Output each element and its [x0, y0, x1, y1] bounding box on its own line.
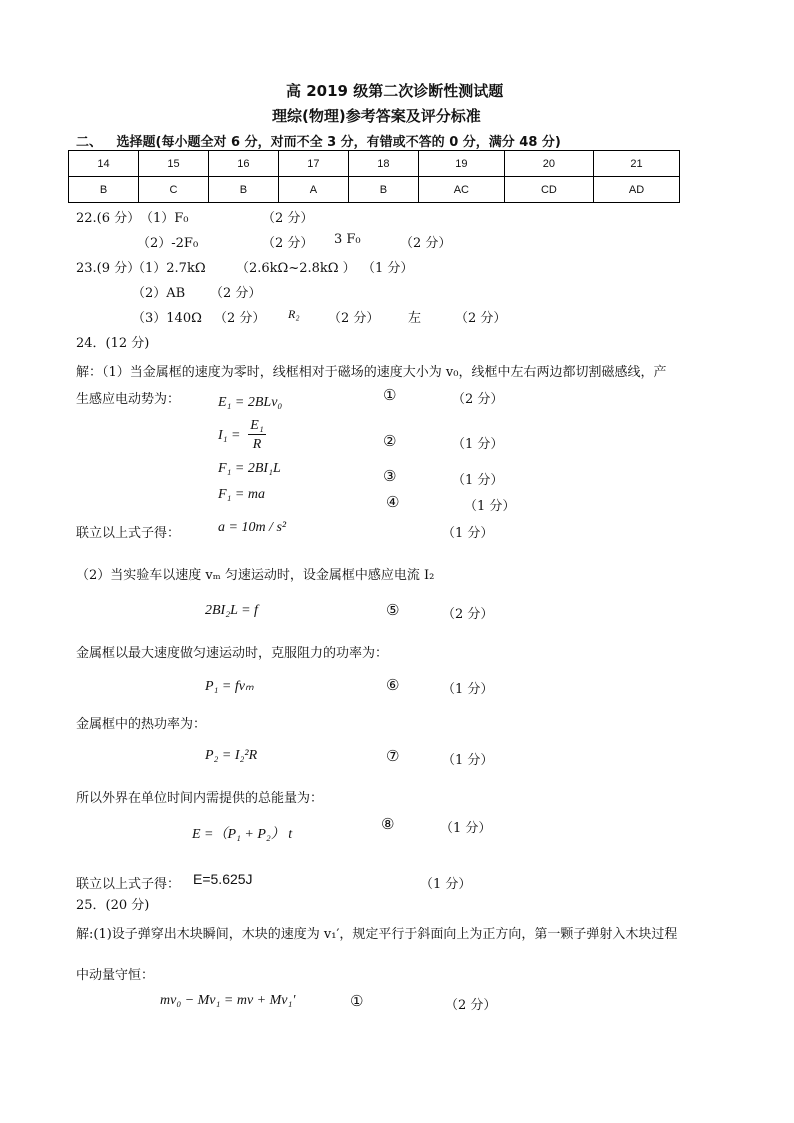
q23-part3c-score: （2 分） — [455, 311, 507, 326]
table-cell: C — [138, 177, 208, 203]
q24-eq3-score: （1 分） — [452, 473, 504, 488]
table-cell: AD — [594, 177, 680, 203]
q24-eq5: 2BI₂L = f — [205, 603, 258, 618]
section-number: 二、 — [76, 135, 103, 150]
table-cell: AC — [418, 177, 504, 203]
answer-table — [68, 150, 680, 203]
q24-result1: a = 10m / s² — [218, 520, 287, 535]
eq-marker: ⑧ — [381, 815, 395, 833]
table-cell: A — [278, 177, 348, 203]
q22-part1: （1）F₀ — [140, 211, 189, 226]
table-cell: 20 — [504, 151, 593, 177]
q25-intro-line2: 中动量守恒： — [76, 968, 155, 983]
q22-part2-score: （2 分） — [262, 236, 314, 251]
eq-marker: ② — [383, 432, 397, 450]
q24-label: 24．(12 分) — [76, 336, 150, 351]
q24-eq6-score: （1 分） — [442, 682, 494, 697]
q22-part2b: 3 F₀ — [334, 232, 361, 247]
q23-part1-range: （2.6kΩ~2.8kΩ ） — [236, 261, 356, 276]
q24-eq4-score: （1 分） — [464, 499, 516, 514]
q24-combine1: 联立以上式子得： — [76, 526, 181, 541]
q23-part3c: 左 — [408, 311, 422, 326]
q23-part3b-score: （2 分） — [328, 311, 380, 326]
table-cell: B — [348, 177, 418, 203]
q24-eq3: F₁ = 2BI₁L — [218, 461, 281, 476]
q24-eq7: P₂ = I₂²R — [205, 748, 258, 763]
eq-marker: ③ — [383, 467, 397, 485]
q25-intro-line1: 解:(1)设子弹穿出木块瞬间，木块的速度为 v₁′，规定平行于斜面向上为正方向，第一颗子弹射入木块过程 — [76, 927, 678, 942]
q24-eq7-score: （1 分） — [442, 753, 494, 768]
table-row-answers — [69, 177, 680, 203]
section-heading — [76, 131, 561, 150]
q23-part1-score: （1 分） — [362, 261, 414, 276]
q24-text6: 金属框以最大速度做匀速运动时，克服阻力的功率为： — [76, 646, 389, 661]
q24-result2: E=5.625J — [193, 871, 253, 887]
table-cell: 21 — [594, 151, 680, 177]
q24-eq6: P₁ = fvₘ — [205, 679, 254, 694]
eq-marker: ① — [383, 386, 397, 404]
table-cell: B — [69, 177, 139, 203]
q24-eq5-score: （2 分） — [442, 607, 494, 622]
q23-part2-score: （2 分） — [210, 286, 262, 301]
q24-text8: 所以外界在单位时间内需提供的总能量为： — [76, 791, 324, 806]
table-cell: 14 — [69, 151, 139, 177]
q24-eq1-score: （2 分） — [452, 392, 504, 407]
table-cell: 18 — [348, 151, 418, 177]
q24-combine2: 联立以上式子得： — [76, 877, 181, 892]
table-cell: B — [208, 177, 278, 203]
table-cell: CD — [504, 177, 593, 203]
q23-part2: （2）AB — [132, 286, 186, 301]
table-cell: 17 — [278, 151, 348, 177]
q22-part2b-score: （2 分） — [400, 236, 452, 251]
q25-eq1: mv₀ − Mv₁ = mv + Mv₁′ — [160, 993, 296, 1008]
q24-text7: 金属框中的热功率为： — [76, 717, 207, 732]
q24-eq2-denominator: R — [252, 437, 262, 452]
table-cell: 16 — [208, 151, 278, 177]
q23-part1: （1）2.7kΩ — [132, 261, 206, 276]
q24-eq1: E₁ = 2BLv₀ — [218, 395, 283, 410]
q24-intro-line2: 生感应电动势为： — [76, 392, 181, 407]
q24-intro-line1: 解：（1）当金属框的速度为零时，线框相对于磁场的速度大小为 v₀，线框中左右两边都切割磁感线，产 — [76, 365, 667, 380]
q23-part3: （3）140Ω — [132, 311, 202, 326]
page-subtitle: 理综(物理)参考答案及评分标准 — [272, 107, 481, 125]
q24-eq2-lhs: I₁ = — [218, 428, 241, 443]
q24-part2: （2）当实验车以速度 vₘ 匀速运动时，设金属框中感应电流 I₂ — [76, 568, 435, 583]
page-title: 高 2019 级第二次诊断性测试题 — [286, 82, 504, 100]
q22-part2: （2）-2F₀ — [137, 236, 199, 251]
eq-marker: ⑤ — [386, 601, 400, 619]
q24-eq2-score: （1 分） — [452, 437, 504, 452]
eq-marker: ④ — [386, 493, 400, 511]
q24-eq4: F₁ = ma — [218, 487, 265, 502]
q23-part3b: R₂ — [288, 307, 300, 321]
q25-label: 25．(20 分) — [76, 898, 150, 913]
eq-marker: ⑥ — [386, 676, 400, 694]
q24-eq2-numerator: E₁ — [248, 418, 266, 435]
section-heading-text: 选择题(每小题全对 6 分，对而不全 3 分，有错或不答的 0 分，满分 48 分) — [116, 135, 561, 150]
q22-part1-score: （2 分） — [262, 211, 314, 226]
eq-marker: ⑦ — [386, 747, 400, 765]
q23-part3-score: （2 分） — [214, 311, 266, 326]
eq-marker: ① — [350, 992, 364, 1010]
table-row-numbers — [69, 151, 680, 177]
table-cell: 19 — [418, 151, 504, 177]
q24-result2-score: （1 分） — [420, 877, 472, 892]
q22-label: 22.(6 分） — [76, 211, 141, 226]
table-cell: 15 — [138, 151, 208, 177]
q24-eq8-score: （1 分） — [440, 821, 492, 836]
q23-label: 23.(9 分） — [76, 261, 141, 276]
q25-eq1-score: （2 分） — [445, 998, 497, 1013]
q24-result1-score: （1 分） — [442, 526, 494, 541]
q24-eq8: E =（P₁ + P₂） t — [192, 827, 293, 842]
